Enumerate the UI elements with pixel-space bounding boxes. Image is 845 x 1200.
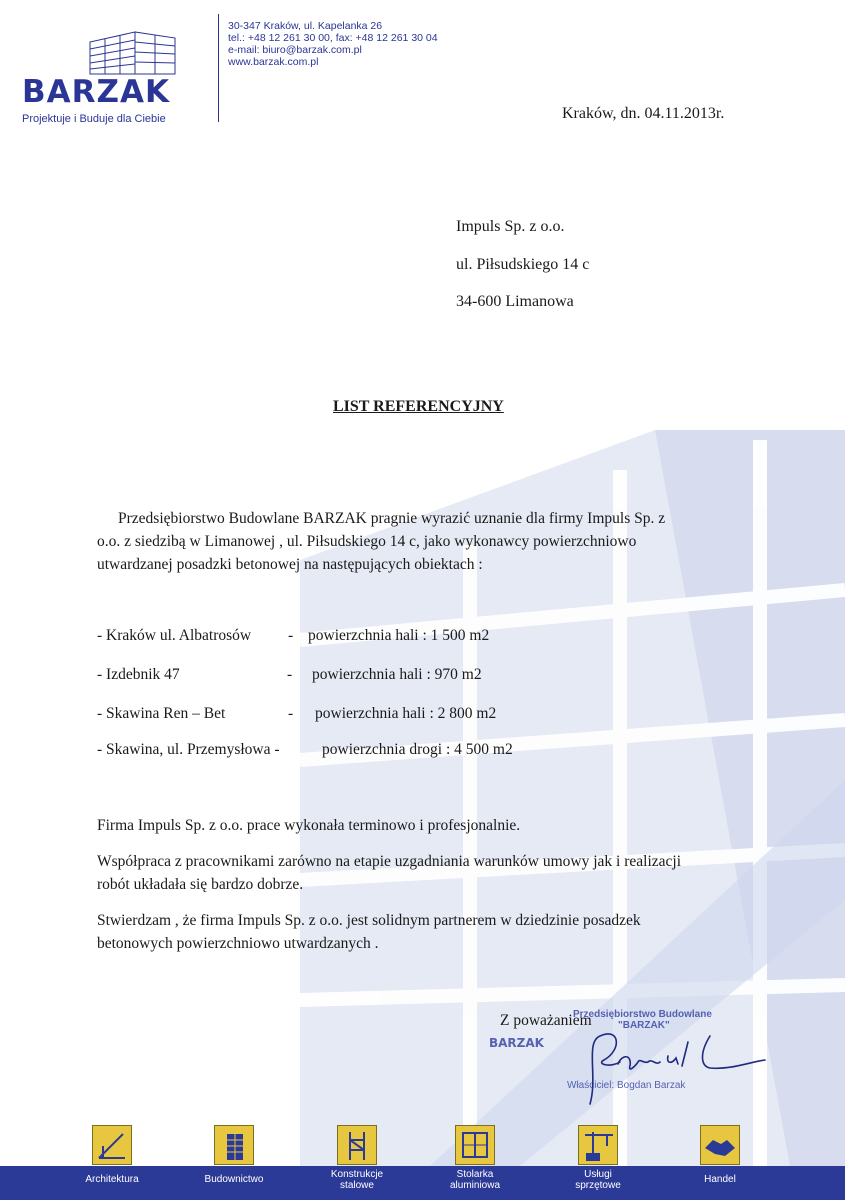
building-icon xyxy=(214,1125,254,1165)
crane-icon xyxy=(578,1125,618,1165)
handwritten-signature xyxy=(560,1022,770,1112)
service-label: Handel xyxy=(704,1174,736,1185)
recipient-city: 34-600 Limanowa xyxy=(456,293,574,310)
service-stolarka[interactable] xyxy=(430,1125,520,1191)
letter-date: Kraków, dn. 04.11.2013r. xyxy=(562,105,725,122)
service-uslugi[interactable] xyxy=(553,1125,643,1191)
object-dash: - xyxy=(288,705,294,722)
object-dash: - xyxy=(287,666,293,683)
service-label: Konstrukcje stalowe xyxy=(330,1169,384,1191)
service-architektura[interactable] xyxy=(72,1125,152,1185)
letter-title: LIST REFERENCYJNY xyxy=(333,398,504,415)
company-contact xyxy=(228,20,438,68)
object-description: powierzchnia hali : 2 800 m2 xyxy=(315,705,497,722)
object-name: - Izdebnik 47 xyxy=(97,666,180,683)
logo-wordmark: BARZAK xyxy=(22,74,170,110)
architecture-icon xyxy=(92,1125,132,1165)
intro-line: utwardzanej posadzki betonowej na następujących obiektach : xyxy=(97,556,483,573)
paragraph-quality: Firma Impuls Sp. z o.o. prace wykonała terminowo i profesjonalnie. xyxy=(97,817,521,834)
object-name: - Kraków ul. Albatrosów xyxy=(97,627,252,644)
contact-website[interactable]: www.barzak.com.pl xyxy=(228,56,319,68)
stamp-company: Przedsiębiorstwo Budowlane xyxy=(573,1009,712,1020)
paragraph-cooperation: robót układała się bardzo dobrze. xyxy=(97,876,304,893)
logo-tagline: Projektuje i Buduje dla Ciebie xyxy=(22,113,166,125)
building-logo-icon xyxy=(80,18,190,78)
paragraph-cooperation: Współpraca z pracownikami zarówno na etapie uzgadniania warunków umowy jak i realizacji xyxy=(97,853,682,870)
service-handel[interactable] xyxy=(680,1125,760,1185)
service-label: Budownictwo xyxy=(204,1174,264,1185)
object-name: - Skawina Ren – Bet xyxy=(97,705,226,722)
stamp-brand: BARZAK xyxy=(489,1036,544,1050)
stamp-owner: Właściciel: Bogdan Barzak xyxy=(567,1080,686,1091)
window-frame-icon xyxy=(455,1125,495,1165)
contact-email[interactable]: e-mail: biuro@barzak.com.pl xyxy=(228,44,362,56)
intro-line: o.o. z siedzibą w Limanowej , ul. Piłsudskiego 14 c, jako wykonawcy powierzchniowo xyxy=(97,533,637,550)
barzak-logo xyxy=(22,18,214,125)
steel-structure-icon xyxy=(337,1125,377,1165)
service-konstrukcje[interactable] xyxy=(312,1125,402,1191)
header-divider xyxy=(218,14,219,122)
recipient-name: Impuls Sp. z o.o. xyxy=(456,218,565,235)
recipient-street: ul. Piłsudskiego 14 c xyxy=(456,256,590,273)
paragraph-statement: betonowych powierzchniowo utwardzanych . xyxy=(97,935,379,952)
object-description: powierzchnia hali : 1 500 m2 xyxy=(308,627,490,644)
object-name: - Skawina, ul. Przemysłowa - xyxy=(97,741,280,758)
service-budownictwo[interactable] xyxy=(194,1125,274,1185)
closing-phrase: Z poważaniem xyxy=(500,1012,592,1029)
contact-phone: tel.: +48 12 261 30 00, fax: +48 12 261 30 04 xyxy=(228,32,438,44)
stamp-name: "BARZAK" xyxy=(618,1020,670,1031)
service-label: Usługi sprzętowe xyxy=(575,1169,621,1191)
object-description: powierzchnia hali : 970 m2 xyxy=(312,666,482,683)
contact-address: 30-347 Kraków, ul. Kapelanka 26 xyxy=(228,20,383,32)
handshake-icon xyxy=(700,1125,740,1165)
intro-line: Przedsiębiorstwo Budowlane BARZAK pragnie wyrazić uznanie dla firmy Impuls Sp. z xyxy=(118,510,666,527)
object-description: powierzchnia drogi : 4 500 m2 xyxy=(322,741,513,758)
service-label: Architektura xyxy=(85,1174,139,1185)
paragraph-statement: Stwierdzam , że firma Impuls Sp. z o.o. jest solidnym partnerem w dziedzinie posadzek xyxy=(97,912,641,929)
service-label: Stolarka aluminiowa xyxy=(449,1169,501,1191)
object-dash: - xyxy=(288,627,294,644)
